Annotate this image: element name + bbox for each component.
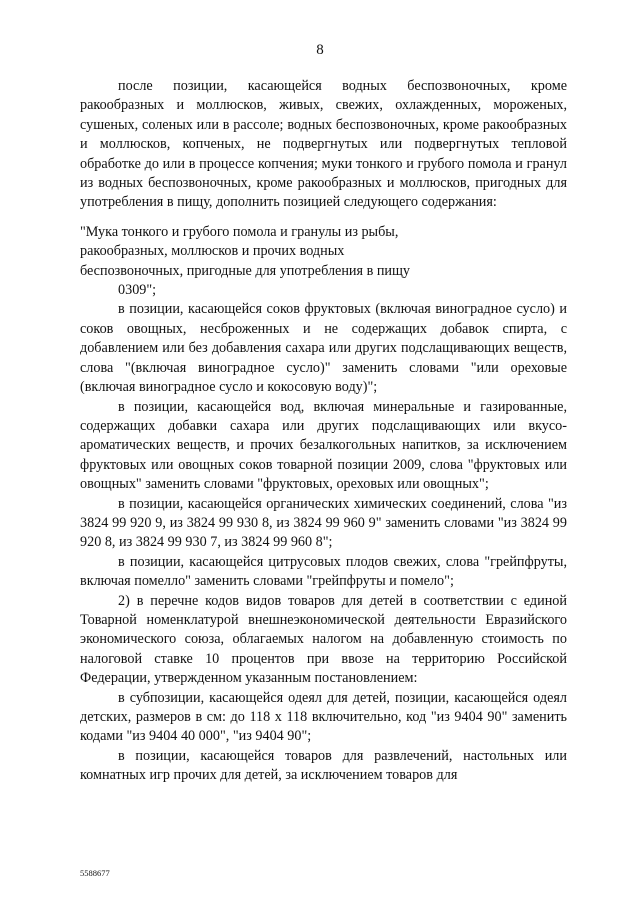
quote-line: беспозвоночных, пригодные для употребления в пищу bbox=[80, 262, 411, 279]
paragraph: 2) в перечне кодов видов товаров для детей в соответствии с единой Товарной номенклатурой внешнеэкономической деятельности Евразийского экономического союза, облагаемых налогом на добавленную стоимость по налоговой ставке 10 процентов при ввозе на территорию Российской Федерации, утвержденном указанным постановлением: bbox=[80, 592, 567, 687]
paragraph: в позиции, касающейся цитрусовых плодов свежих, слова "грейпфруты, включая помелло" заменить словами "грейпфруты и помело"; bbox=[80, 553, 567, 590]
quoted-position bbox=[80, 223, 567, 301]
page-number: 8 bbox=[316, 42, 324, 58]
quote-line: "Мука тонкого и грубого помола и гранулы из рыбы, bbox=[80, 223, 399, 240]
paragraph: после позиции, касающейся водных беспозвоночных, кроме ракообразных и моллюсков, живых, свежих, охлажденных, мороженых, сушеных, соленых или в рассоле; водных беспозвоночных, кроме ракообразных и моллюсков, копченых, не подвергнутых или подвергнутых тепловой обработке до или в процессе копчения; муки тонкого и грубого помола и гранул из водных беспозвоночных, кроме ракообразных и моллюсков, пригодных для употребления в пищу, дополнить позицией следующего содержания: bbox=[80, 78, 567, 211]
paragraph: в позиции, касающейся соков фруктовых (включая виноградное сусло) и соков овощных, несброженных и не содержащих добавок спирта, с добавлением или без добавления сахара или других подслащивающих веществ, слова "(включая виноградное сусло)" заменить словами "или ореховые (включая виноградное сусло и кокосовую воду)"; bbox=[80, 301, 567, 396]
document-body bbox=[80, 77, 567, 786]
document-code: 5588677 bbox=[80, 868, 110, 878]
paragraph: в субпозиции, касающейся одеял для детей, позиции, касающейся одеял детских, размеров в см: до 118 x 118 включительно, код "из 9404 90" заменить кодами "из 9404 40 000", "из 9404 90"; bbox=[80, 689, 567, 745]
paragraph: в позиции, касающейся вод, включая минеральные и газированные, содержащих добавки сахара или других подслащивающих или вкусо-ароматических веществ, и прочих безалкогольных напитков, за исключением фруктовых или овощных соков товарной позиции 2009, слова "фруктовых или овощных" заменить словами "фруктовых, ореховых или овощных"; bbox=[80, 398, 567, 493]
quote-code: 0309"; bbox=[118, 282, 157, 299]
paragraph: в позиции, касающейся товаров для развлечений, настольных или комнатных игр прочих для детей, за исключением товаров для bbox=[80, 747, 567, 784]
quote-line: ракообразных, моллюсков и прочих водных bbox=[80, 243, 345, 260]
paragraph: в позиции, касающейся органических химических соединений, слова "из 3824 99 920 9, из 3824 99 930 8, из 3824 99 960 9" заменить словами "из 3824 99 920 8, из 3824 99 930 7, из 3824 99 960 8"; bbox=[80, 495, 567, 551]
